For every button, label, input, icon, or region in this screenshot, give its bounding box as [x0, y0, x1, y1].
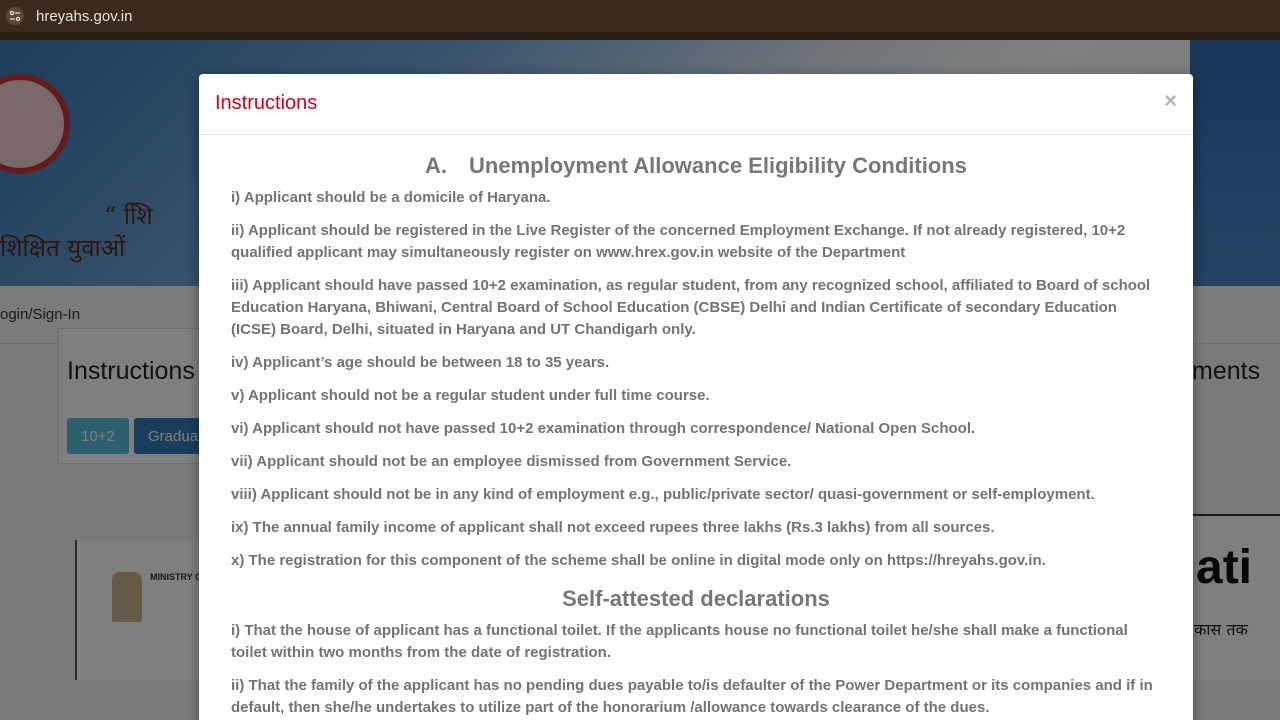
declaration-item: i) That the house of applicant has a functional toilet. If the applicants house no functional toilet he/she shall make a functional toilet within two months from the date of registration. [231, 622, 1128, 661]
condition-item: iv) Applicant’s age should be between 18 to 35 years. [231, 354, 610, 371]
condition-item: ii) Applicant should be registered in the Live Register of the concerned Employment Exchange. If not already registered, 10+2 qualified applicant may simultaneously register on www.hrex.gov.in website of the Department [231, 222, 1126, 261]
condition-item: i) Applicant should be a domicile of Haryana. [231, 189, 551, 206]
section-a-title: Unemployment Allowance Eligibility Conditions [469, 153, 967, 178]
declaration-item: ii) That the family of the applicant has no pending dues payable to/is defaulter of the Power Department or its companies and if in default, then she/he undertakes to utilize part of the honorarium /allowance towards clearance of the dues. [231, 677, 1153, 716]
condition-item: v) Applicant should not be a regular student under full time course. [231, 387, 710, 404]
declarations-heading: Self-attested declarations [562, 586, 830, 611]
browser-toolbar-edge [0, 32, 1280, 40]
browser-address-bar[interactable] [0, 0, 1280, 32]
section-a-heading [231, 153, 1161, 179]
condition-item: vii) Applicant should not be an employee dismissed from Government Service. [231, 453, 792, 470]
site-info-icon[interactable] [6, 7, 24, 25]
url-text[interactable]: hreyahs.gov.in [36, 7, 133, 25]
modal-body[interactable] [199, 135, 1193, 719]
condition-item: vi) Applicant should not have passed 10+2 examination through correspondence/ National Open School. [231, 420, 976, 437]
modal-header [199, 74, 1193, 135]
instructions-modal [199, 74, 1193, 720]
modal-title: Instructions [215, 92, 318, 114]
section-a-letter: A. [425, 153, 448, 178]
condition-item: viii) Applicant should not be in any kind of employment e.g., public/private sector/ quasi-government or self-employment. [231, 486, 1095, 503]
condition-item: ix) The annual family income of applicant shall not exceed rupees three lakhs (Rs.3 lakhs) from all sources. [231, 519, 995, 536]
condition-item: x) The registration for this component of the scheme shall be online in digital mode only on https://hreyahs.gov.in. [231, 552, 1046, 569]
condition-item: iii) Applicant should have passed 10+2 examination, as regular student, from any recognized school, affiliated to Board of school Education Haryana, Bhiwani, Central Board of School Education (CBSE) Delhi and Indian Certificate of secondary Education (ICSE) Board, Delhi, situated in Haryana and UT Chandigarh only. [231, 277, 1151, 338]
close-icon[interactable]: × [1164, 88, 1177, 113]
